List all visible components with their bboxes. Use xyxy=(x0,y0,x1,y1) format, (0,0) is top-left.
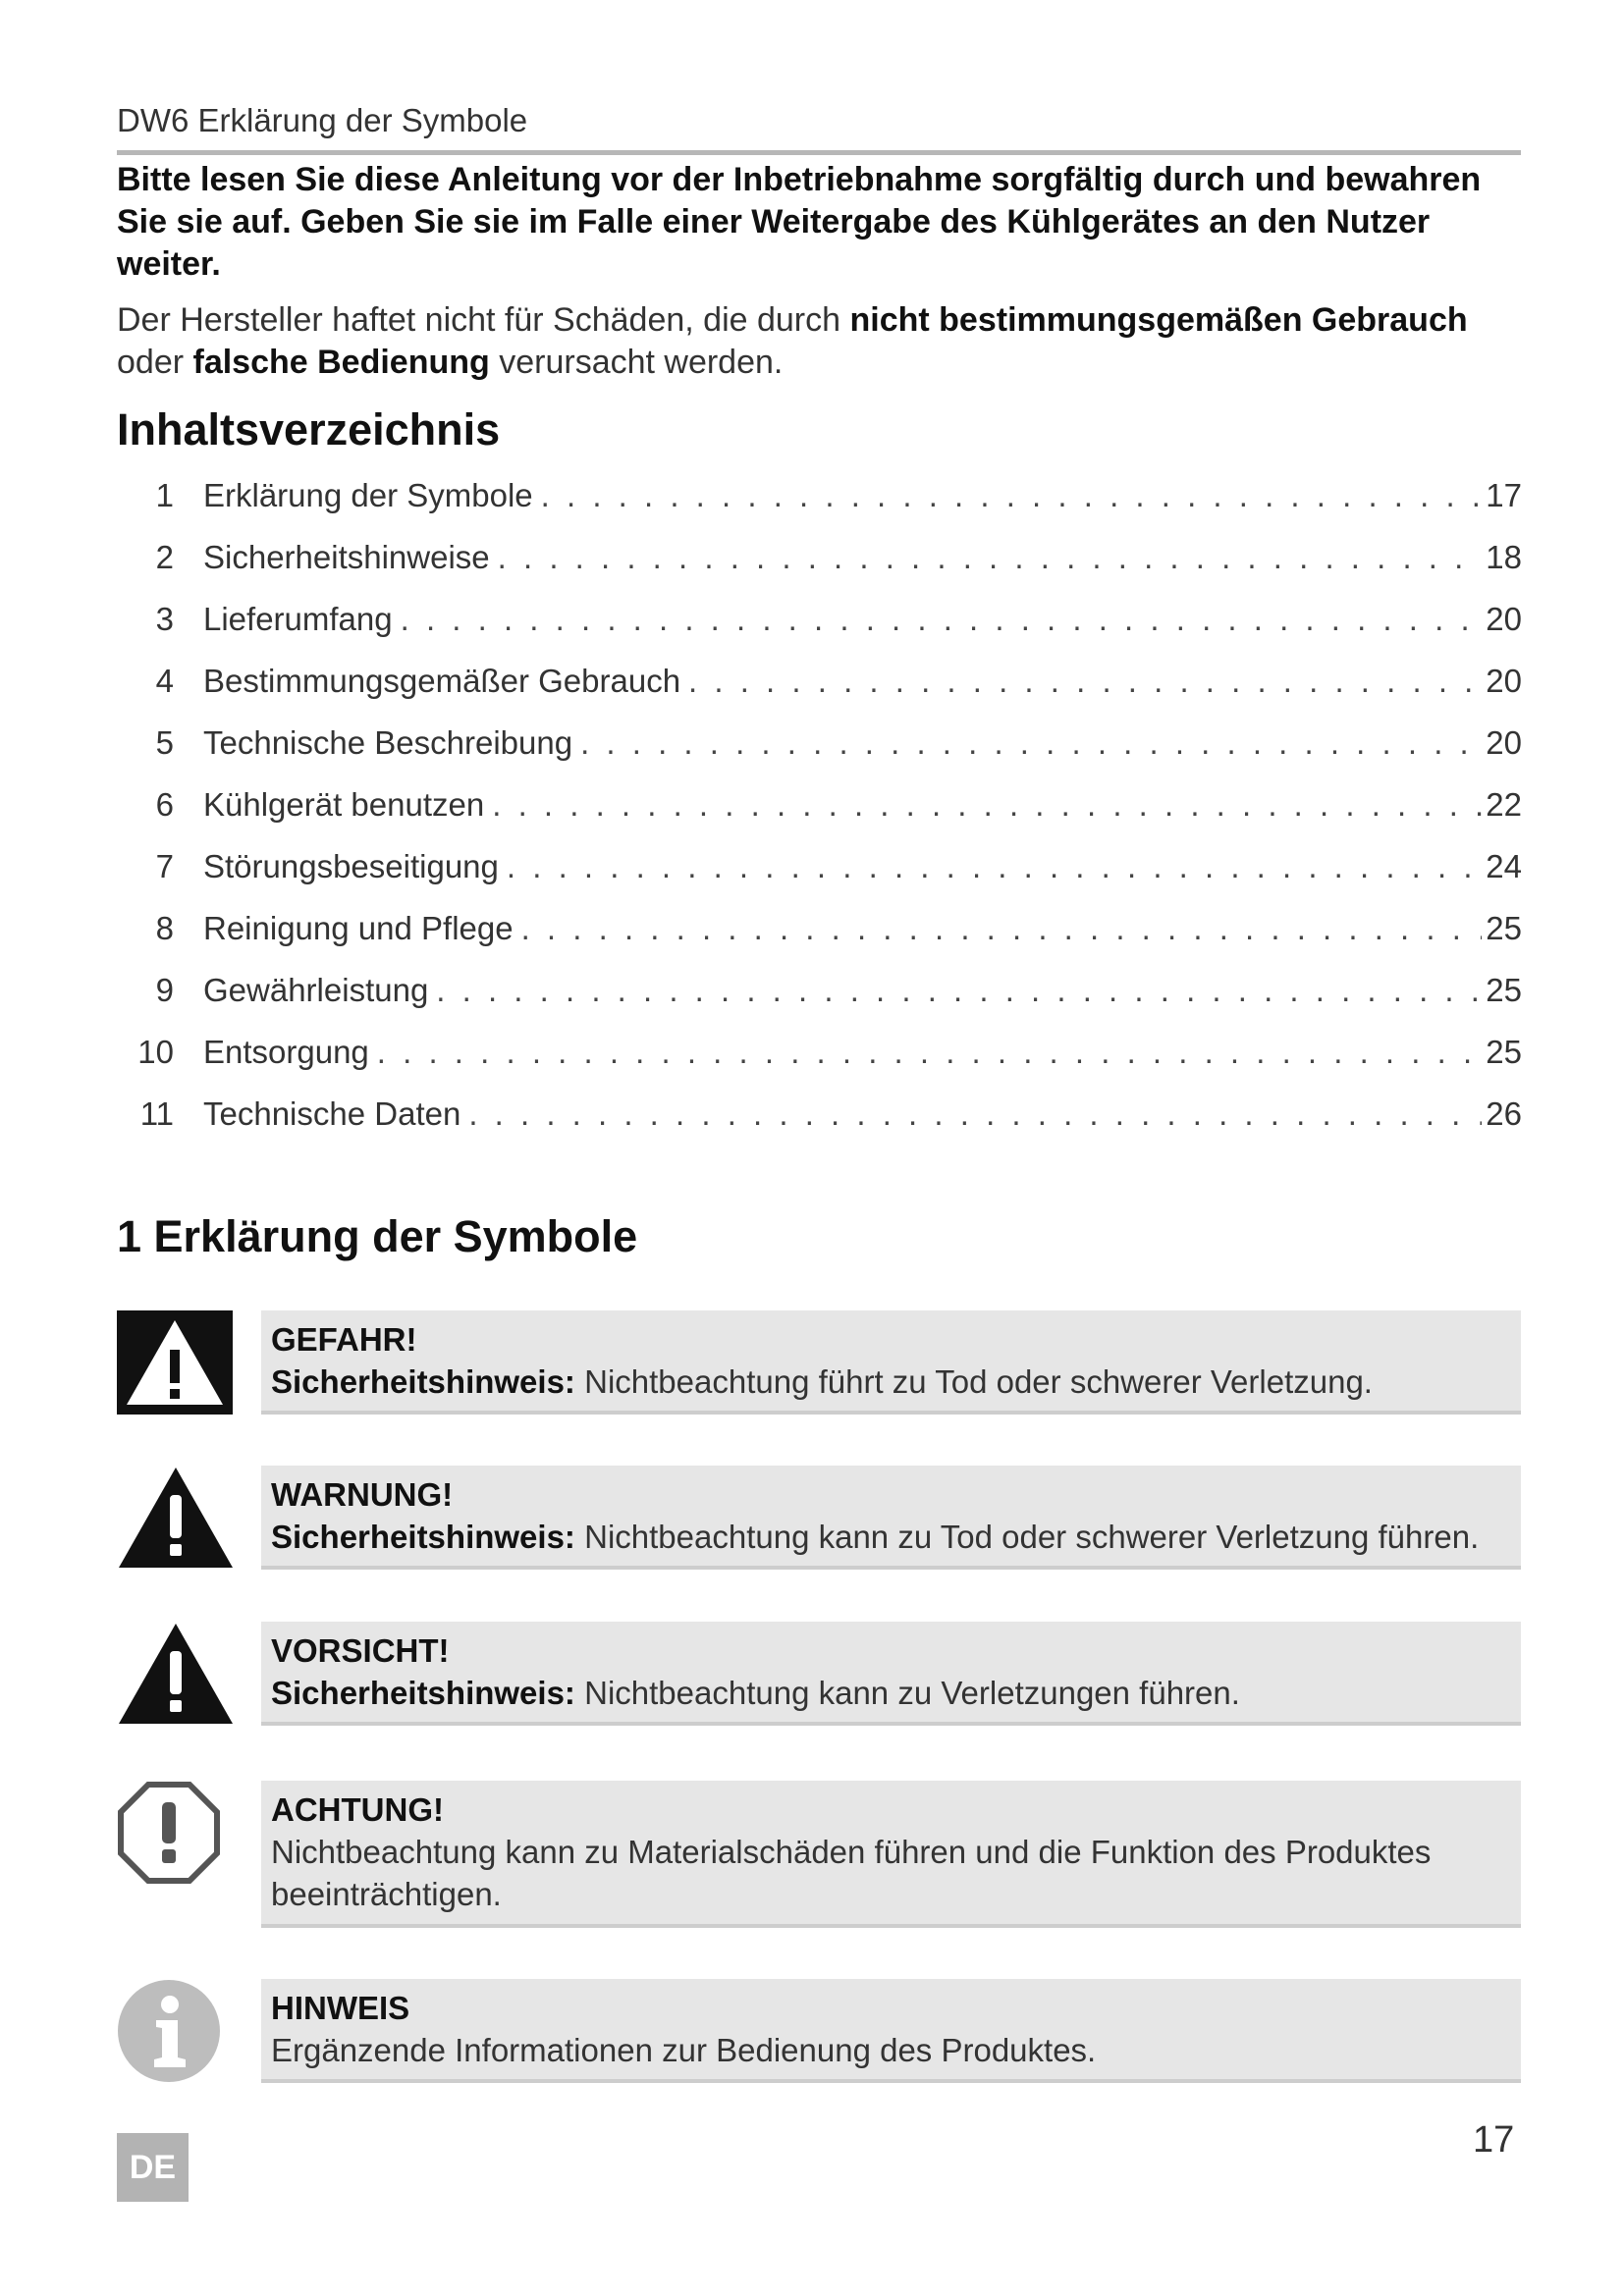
intro-liability xyxy=(117,299,1521,384)
toc-entry[interactable] xyxy=(137,1034,1522,1095)
toc-entry-number: 1 xyxy=(155,477,174,513)
symbol-lead: Sicherheitshinweis: xyxy=(271,1675,575,1711)
toc-entry-label: Gewährleistung xyxy=(203,972,429,1008)
symbol-lead: Sicherheitshinweis: xyxy=(271,1519,575,1555)
toc-entry[interactable] xyxy=(137,848,1522,910)
caution-triangle-icon xyxy=(117,1622,235,1726)
toc-entry-number: 5 xyxy=(155,724,174,761)
toc-leader-dots xyxy=(468,1095,1482,1133)
toc-entry-number: 7 xyxy=(155,848,174,884)
symbol-title: HINWEIS xyxy=(271,1990,410,2026)
symbol-title: WARNUNG! xyxy=(271,1476,454,1513)
symbol-text: Nichtbeachtung kann zu Tod oder schwerer Verletzung führen. xyxy=(574,1519,1480,1555)
symbol-text: Nichtbeachtung führt zu Tod oder schwerer Verletzung. xyxy=(574,1363,1373,1400)
toc-entry[interactable] xyxy=(137,910,1522,972)
symbol-warnung xyxy=(117,1466,1521,1575)
symbol-vorsicht xyxy=(117,1622,1521,1732)
toc-entry-page: 25 xyxy=(1486,910,1522,946)
liability-bold-1: nicht bestimmungsgemäßen Gebrauch xyxy=(849,301,1468,339)
toc-entry-page: 20 xyxy=(1486,663,1522,699)
toc-entry-number: 8 xyxy=(155,910,174,946)
warning-triangle-icon xyxy=(117,1466,235,1570)
toc-entry[interactable] xyxy=(137,477,1522,539)
toc-entry-page: 20 xyxy=(1486,724,1522,761)
toc-entry-label: Kühlgerät benutzen xyxy=(203,786,485,823)
intro-instruction: Bitte lesen Sie diese Anleitung vor der Inbetriebnahme sorgfältig durch und bewahren Sie sie auf. Geben Sie sie im Falle einer Weitergabe des Kühlgerätes an den Nutzer weiter. xyxy=(117,161,1482,283)
toc-leader-dots xyxy=(377,1034,1482,1071)
language-badge: DE xyxy=(117,2133,189,2202)
toc-leader-dots xyxy=(521,910,1483,947)
toc-entry-number: 6 xyxy=(155,786,174,823)
header-divider xyxy=(117,150,1521,155)
symbol-description xyxy=(271,1361,1511,1403)
toc-entry-page: 25 xyxy=(1486,1034,1522,1070)
symbol-box-vorsicht xyxy=(261,1622,1521,1726)
symbol-text: Nichtbeachtung kann zu Verletzungen führen. xyxy=(574,1675,1240,1711)
toc-entry[interactable] xyxy=(137,663,1522,724)
toc-entry-number: 3 xyxy=(155,601,174,637)
symbol-description: Nichtbeachtung kann zu Materialschäden führen und die Funktion des Produktes beeinträchtigen. xyxy=(271,1834,1432,1912)
symbol-hinweis xyxy=(117,1979,1521,2089)
toc-entry-page: 20 xyxy=(1486,601,1522,637)
toc-leader-dots xyxy=(436,972,1482,1009)
symbol-description: Ergänzende Informationen zur Bedienung des Produktes. xyxy=(271,2032,1097,2068)
toc-entry-label: Technische Beschreibung xyxy=(203,724,573,761)
toc-entry-label: Störungsbeseitigung xyxy=(203,848,499,884)
notice-octagon-icon xyxy=(117,1781,221,1885)
toc-leader-dots xyxy=(688,663,1482,700)
toc-entry-page: 26 xyxy=(1486,1095,1522,1132)
symbol-gefahr xyxy=(117,1310,1521,1420)
symbol-title: GEFAHR! xyxy=(271,1321,417,1358)
toc-leader-dots xyxy=(492,786,1482,824)
liability-text-3: verursacht werden. xyxy=(489,344,784,381)
toc-entry[interactable] xyxy=(137,601,1522,663)
info-icon xyxy=(117,1979,221,2083)
toc-entry-label: Sicherheitshinweise xyxy=(203,539,490,575)
toc-entry-page: 24 xyxy=(1486,848,1522,884)
toc-entry-number: 4 xyxy=(155,663,174,699)
toc-leader-dots xyxy=(498,539,1483,576)
toc-entry[interactable] xyxy=(137,972,1522,1034)
toc-entry-number: 9 xyxy=(155,972,174,1008)
toc-entry[interactable] xyxy=(137,539,1522,601)
toc-entry-label: Erklärung der Symbole xyxy=(203,477,533,513)
symbol-description xyxy=(271,1516,1511,1558)
toc-entry-label: Lieferumfang xyxy=(203,601,393,637)
danger-warning-icon xyxy=(117,1310,233,1415)
symbol-box-gefahr xyxy=(261,1310,1521,1415)
symbol-box-achtung xyxy=(261,1781,1521,1928)
symbol-lead: Sicherheitshinweis: xyxy=(271,1363,575,1400)
symbol-title: ACHTUNG! xyxy=(271,1791,444,1828)
symbol-box-hinweis xyxy=(261,1979,1521,2083)
table-of-contents xyxy=(137,477,1522,1157)
toc-entry-page: 25 xyxy=(1486,972,1522,1008)
toc-entry-number: 2 xyxy=(155,539,174,575)
toc-leader-dots xyxy=(507,848,1482,885)
toc-entry-label: Reinigung und Pflege xyxy=(203,910,514,946)
symbol-title: VORSICHT! xyxy=(271,1632,450,1669)
toc-leader-dots xyxy=(580,724,1482,762)
toc-entry-page: 17 xyxy=(1486,477,1522,513)
section-heading: 1 Erklärung der Symbole xyxy=(117,1211,638,1261)
toc-entry-number: 10 xyxy=(137,1034,174,1070)
toc-leader-dots xyxy=(541,477,1483,514)
toc-entry-label: Bestimmungsgemäßer Gebrauch xyxy=(203,663,681,699)
page-header-title: DW6 Erklärung der Symbole xyxy=(117,102,528,138)
liability-text-2: oder xyxy=(117,344,193,381)
symbol-description xyxy=(271,1672,1511,1714)
toc-heading: Inhaltsverzeichnis xyxy=(117,404,501,454)
toc-entry-page: 22 xyxy=(1486,786,1522,823)
liability-bold-2: falsche Bedienung xyxy=(192,344,490,381)
symbol-box-warnung xyxy=(261,1466,1521,1570)
page-number: 17 xyxy=(1473,2119,1515,2161)
symbol-achtung xyxy=(117,1781,1521,1930)
toc-entry-label: Technische Daten xyxy=(203,1095,461,1132)
toc-entry-page: 18 xyxy=(1486,539,1522,575)
toc-entry-label: Entsorgung xyxy=(203,1034,369,1070)
toc-entry[interactable] xyxy=(137,1095,1522,1157)
toc-leader-dots xyxy=(401,601,1483,638)
toc-entry[interactable] xyxy=(137,724,1522,786)
toc-entry[interactable] xyxy=(137,786,1522,848)
liability-text-1: Der Hersteller haftet nicht für Schäden, die durch xyxy=(117,301,850,339)
toc-entry-number: 11 xyxy=(139,1095,174,1132)
